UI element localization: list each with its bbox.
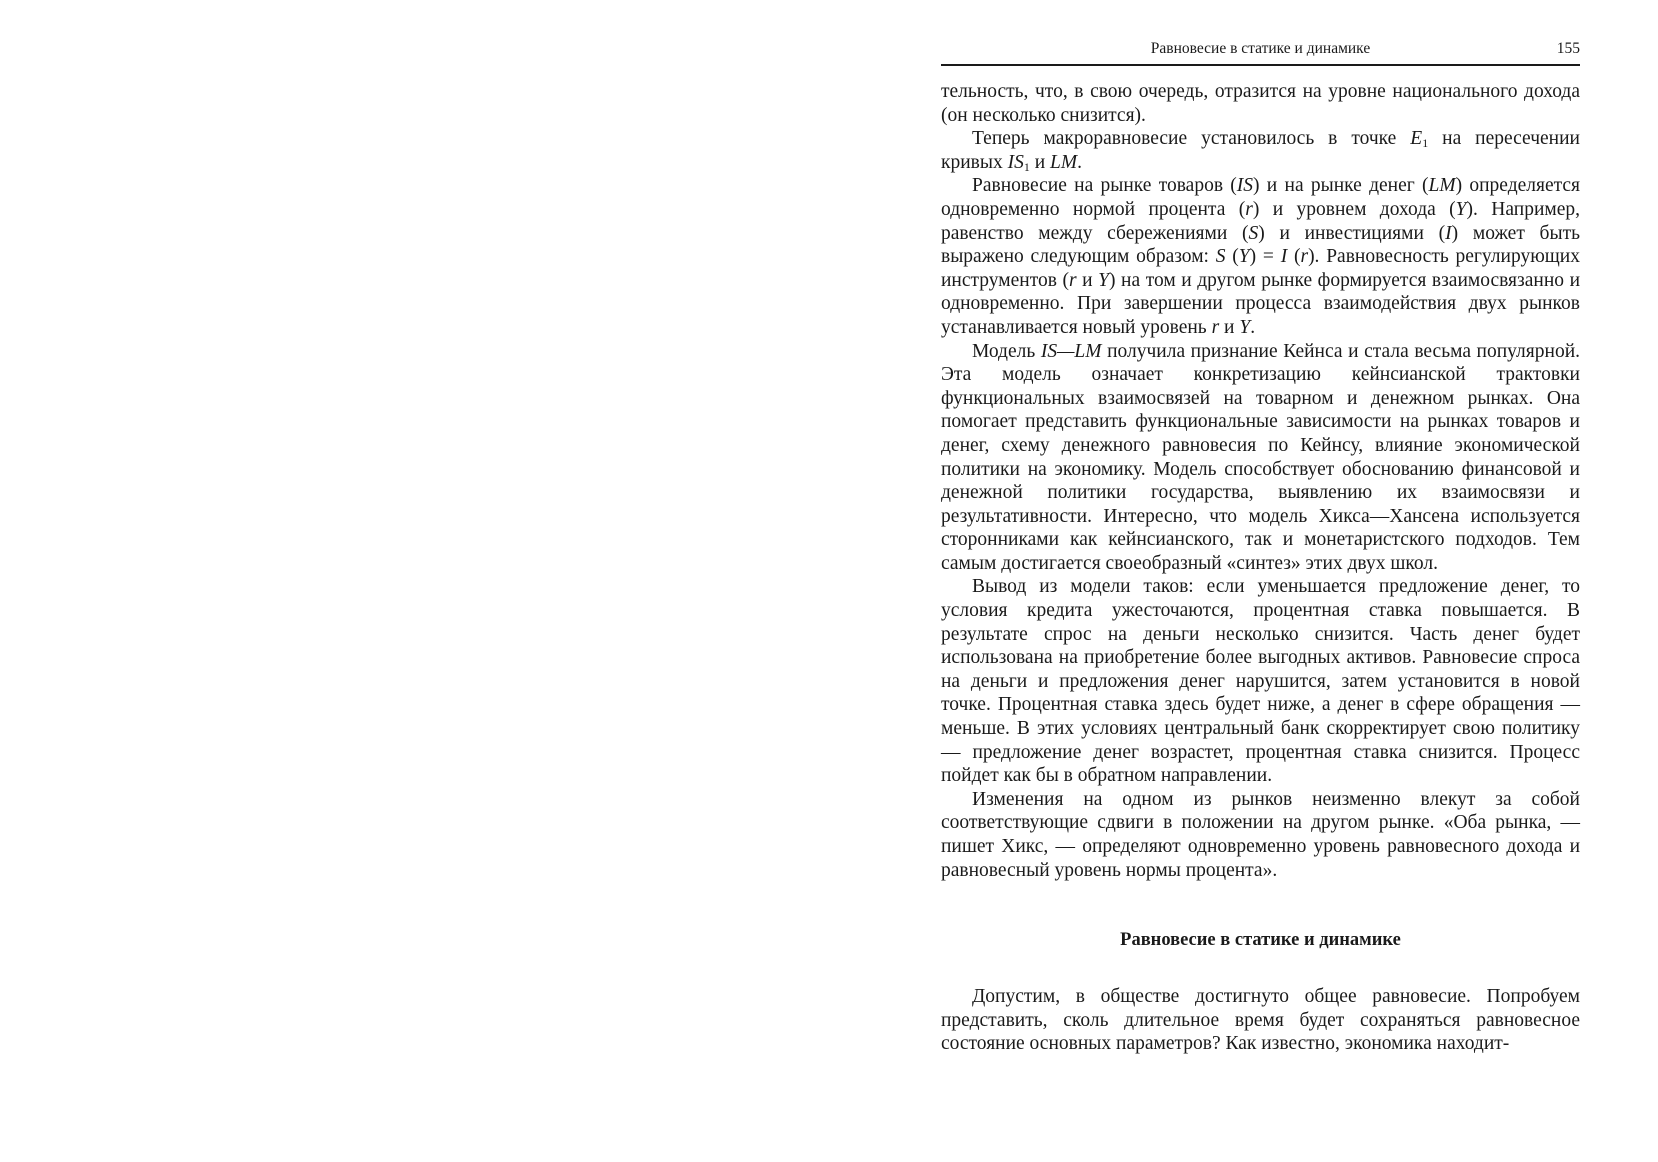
paragraph-6 (941, 788, 1580, 882)
symbol-r: r (1300, 246, 1309, 268)
symbol-lm: LM (1428, 175, 1456, 197)
text-run: ) и на рынке денег ( (1253, 175, 1429, 197)
text-run: Равновесие на рынке товаров ( (972, 175, 1237, 197)
text-run: ( (1225, 246, 1239, 268)
text-run: ). Например, равенство между сбережениями ( (941, 198, 1580, 244)
paragraph-7 (941, 985, 1580, 1056)
text-run: ) может быть выражено следующим образом: (941, 222, 1580, 268)
symbol-i: I (1280, 246, 1288, 268)
subscript: 1 (1422, 136, 1429, 151)
book-page (941, 34, 1580, 1134)
paragraph-2 (941, 127, 1580, 174)
model-name: IS—LM (1040, 340, 1102, 362)
symbol-y: Y (1238, 246, 1250, 268)
text-run: ) определяется одновременно нормой процента ( (941, 175, 1581, 220)
text-run: на пересечении кривых (941, 128, 1580, 173)
symbol-r: r (1211, 316, 1220, 338)
running-title: Равновесие в статике и динамике (1150, 40, 1371, 57)
symbol-e: E (1410, 128, 1423, 150)
text-run: ) на том и другом рынке формируется взаимосвязанно и одновременно. При завершении процесса взаимодействия двух рынков устанавливается новый уровень (941, 269, 1580, 338)
text-run: . (1250, 316, 1256, 338)
running-header (941, 34, 1580, 66)
text-run: ) и инвестициями ( (1258, 222, 1446, 244)
text-run: ) и уровнем дохода ( (1252, 198, 1456, 220)
body-text (941, 80, 1580, 1056)
text-run: получила признание Кейнса и стала весьма популярной. Эта модель означает конкретизацию кейнсианской трактовки функциональных взаимосвязей на товарном и денежном рынках. Она помогает представить функциональные зависимости на рынках товаров и денег, схему денежного равновесия по Кейнсу, влияние экономической политики на экономику. Модель способствует обоснованию финансовой и денежной политики государства, выявлению их взаимосвязи и результативности. Интересно, что модель Хикса—Хансена используется сторонниками как кейнсианского, так и монетаристского подходов. Тем самым достигается своеобразный «синтез» этих двух школ. (941, 340, 1581, 574)
section-heading: Равновесие в статике и динамике (1120, 930, 1401, 951)
subscript: 1 (1023, 159, 1030, 174)
text-run: ( (1287, 246, 1301, 268)
symbol-y: Y (1098, 269, 1109, 291)
symbol-is: IS (1236, 175, 1254, 197)
paragraph-5 (941, 575, 1580, 787)
symbol-lm: LM (1050, 151, 1078, 173)
paragraph-4 (941, 340, 1580, 576)
paragraph-6-text: Изменения на одном из рынков неизменно влекут за собой соответствующие сдвиги в положении на другом рынке. «Оба рынка, — пишет Хикс, — определяют одновременно уровень равновесного дохода и равновесный уровень нормы процента». (941, 788, 1580, 881)
symbol-i: I (1445, 222, 1452, 244)
symbol-s: S (1248, 222, 1259, 244)
paragraph-1-text: тельность, что, в свою очередь, отразится на уровне национального дохода (он несколько снизится). (941, 81, 1580, 126)
paragraph-3 (941, 174, 1580, 339)
symbol-is: IS (1007, 151, 1024, 173)
page-number: 155 (1556, 40, 1580, 57)
text-run: и (1076, 269, 1099, 291)
text-run: Теперь макроравновесие установилось в точке (972, 128, 1411, 150)
paragraph-7-text: Допустим, в обществе достигнуто общее равновесие. Попробуем представить, сколь длительное время будет сохраняться равновесное состояние основных параметров? Как известно, экономика находит- (941, 986, 1580, 1055)
text-run: и (1029, 151, 1051, 173)
symbol-y: Y (1239, 316, 1251, 338)
paragraph-1 (941, 80, 1580, 127)
text-run: . (1077, 151, 1082, 173)
text-run: и (1219, 316, 1240, 338)
text-run: Модель (972, 340, 1041, 362)
symbol-r: r (1068, 269, 1077, 291)
paragraph-5-text: Вывод из модели таков: если уменьшается предложение денег, то условия кредита ужесточаются, процентная ставка повышается. В результате спрос на деньги несколько снизится. Часть денег будет использована на приобретение более выгодных активов. Равновесие спроса на деньги и предложения денег нарушится, затем установится в новой точке. Процентная ставка здесь будет ниже, а денег в сфере обращения — меньше. В этих условиях центральный банк скорректирует свою политику — предложение денег возрастет, процентная ставка снизится. Процесс пойдет как бы в обратном направлении. (941, 576, 1580, 787)
symbol-r: r (1245, 198, 1253, 220)
text-run: ). Равновесность регулирующих инструментов ( (941, 246, 1580, 291)
symbol-s: S (1215, 246, 1226, 268)
symbol-y: Y (1455, 198, 1467, 220)
text-run: ) = (1249, 246, 1281, 268)
